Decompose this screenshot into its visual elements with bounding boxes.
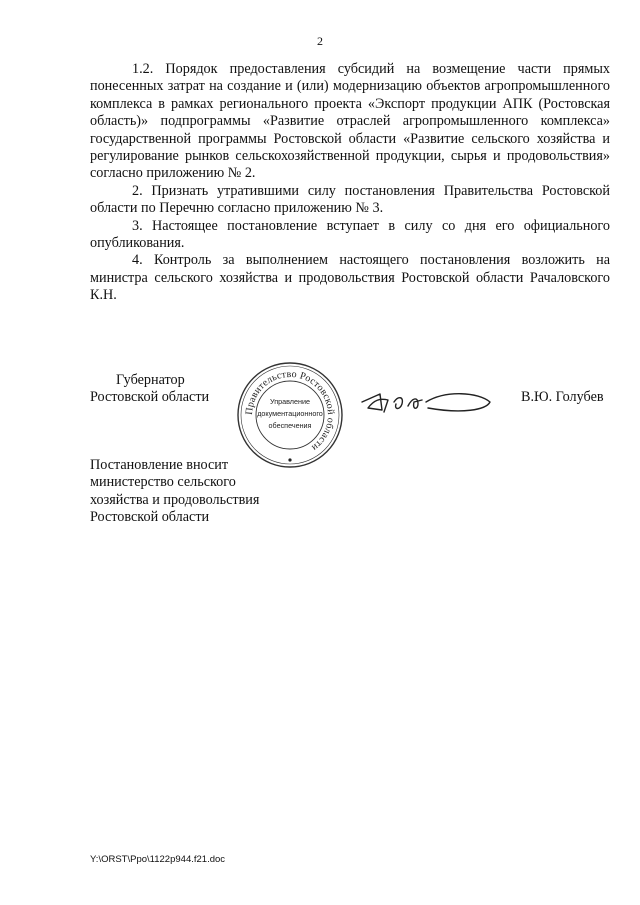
issuer-note-line1: Постановление вносит: [90, 457, 229, 473]
official-seal-stamp: [226, 360, 354, 470]
governor-title: [90, 372, 209, 407]
paragraph-1-2: 1.2. Порядок предоставления субсидий на возмещение части прямых понесенных затрат на создание и (или) модернизацию объектов агропромышленного комплекса в рамках регионального проекта «Экспорт продукции АПК (Ростовская область)» подпрограммы «Развитие отраслей агропромышленного комплекса» государственной программы Ростовской области «Развитие сельского хозяйства и регулирование рынков сельскохозяйственной продукции, сырья и продовольствия» согласно приложению № 2.: [90, 61, 610, 182]
seal-inner-line1: Управление: [270, 397, 310, 406]
seal-outer-text: Правительство Ростовской области: [243, 368, 337, 454]
issuer-note-line4: Ростовской области: [90, 509, 210, 526]
resolution-body: [90, 61, 610, 305]
governor-title-line2: Ростовской области: [90, 389, 210, 406]
page-number: 2: [317, 34, 323, 48]
paragraph-2: 2. Признать утратившими силу постановления Правительства Ростовской области по Перечню согласно приложению № 3.: [90, 182, 610, 217]
seal-inner-line3: обеспечения: [268, 421, 312, 430]
handwritten-signature: [358, 380, 498, 420]
paragraph-4: 4. Контроль за выполнением настоящего постановления возложить на министра сельского хозяйства и продовольствия Ростовской области Рачаловского К.Н.: [90, 252, 610, 304]
governor-name: В.Ю. Голубев: [521, 389, 604, 405]
issuer-note: [90, 457, 259, 527]
paragraph-3: 3. Настоящее постановление вступает в силу со дня его официального опубликования.: [90, 217, 610, 252]
issuer-note-line2: министерство сельского: [90, 474, 236, 491]
seal-inner-line2: документационного: [257, 409, 323, 418]
file-path-footer: Y:\ORST\Ppo\1122p944.f21.doc: [90, 854, 226, 865]
issuer-note-line3: хозяйства и продовольствия: [90, 491, 260, 508]
governor-title-line1: Губернатор: [116, 372, 185, 388]
